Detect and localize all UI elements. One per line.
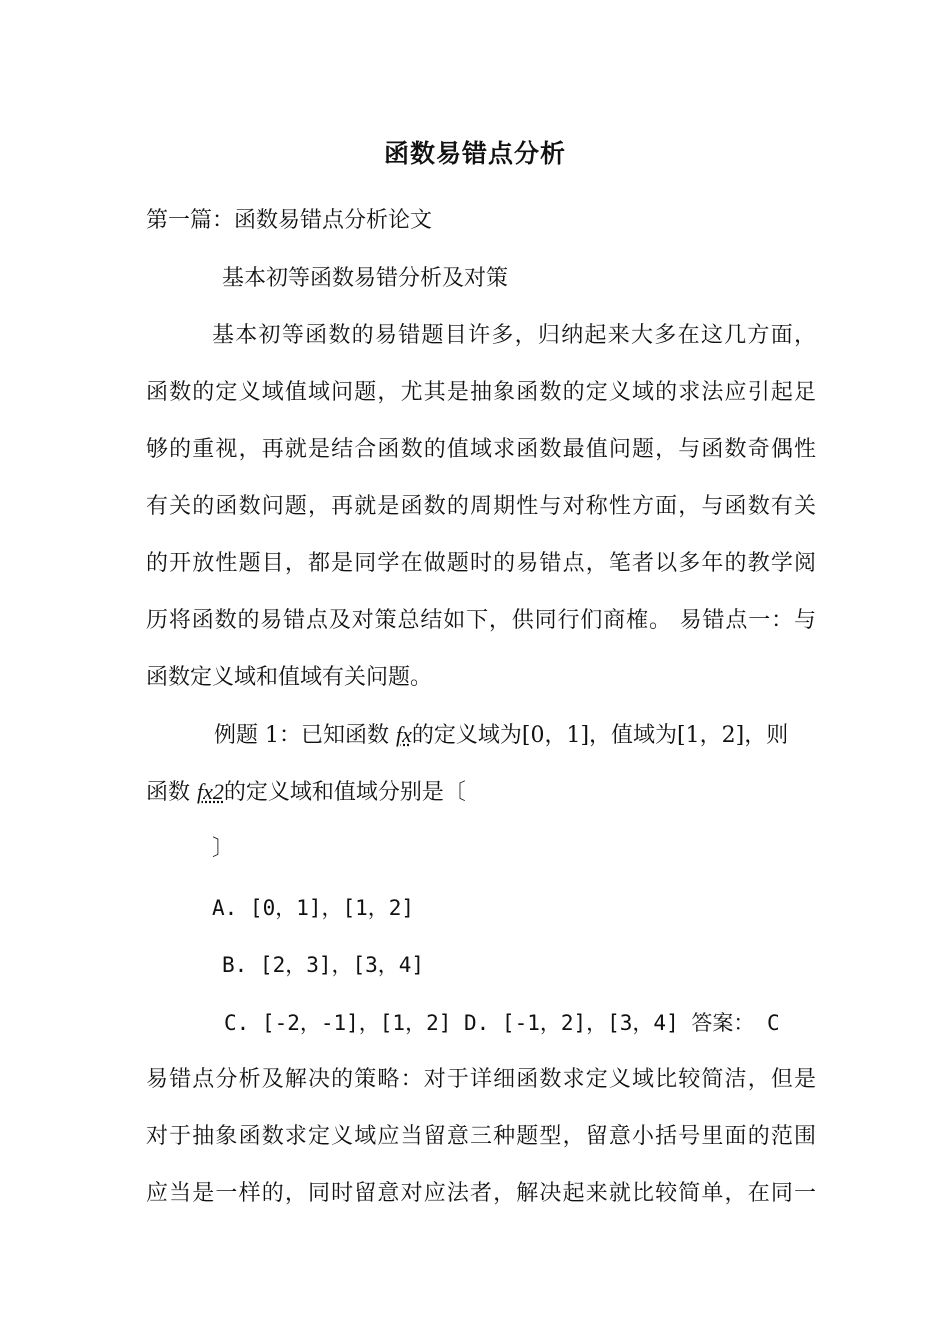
para1-line-4: 有关的函数问题，再就是函数的周期性与对称性方面，与函数有关 bbox=[146, 494, 816, 519]
example-line-1-suffix: 的定义域为[0，1]，值域为[1，2]，则 bbox=[411, 723, 789, 748]
close-bracket: 〕 bbox=[212, 836, 235, 861]
para1-line-1: 基本初等函数的易错题目许多，归纳起来大多在这几方面， bbox=[212, 323, 816, 348]
para2-line-3: 应当是一样的，同时留意对应法者，解决起来就比较简单，在同一 bbox=[146, 1181, 816, 1206]
example-line-2-suffix: 的定义域和值域分别是〔 bbox=[223, 780, 466, 805]
function-fx2: fx2 bbox=[197, 779, 224, 804]
para1-line-5: 的开放性题目，都是同学在做题时的易错点，笔者以多年的教学阅 bbox=[146, 551, 816, 576]
para1-line-6: 历将函数的易错点及对策总结如下，供同行们商榷。 易错点一：与 bbox=[146, 608, 816, 633]
document-title: 函数易错点分析 bbox=[383, 139, 566, 168]
para2-line-1: 易错点分析及解决的策略：对于详细函数求定义域比较简洁，但是 bbox=[146, 1067, 816, 1092]
option-cd-answer: C. [-2，-1]，[1，2] D. [-1，2]，[3，4] 答案： C bbox=[224, 1011, 780, 1035]
example-line-1-prefix: 例题 1：已知函数 bbox=[214, 723, 396, 748]
section-heading: 第一篇：函数易错点分析论文 bbox=[146, 208, 433, 233]
option-b: B. [2，3]，[3，4] bbox=[222, 953, 425, 977]
option-a: A. [0，1]，[1，2] bbox=[212, 896, 415, 920]
example-line-2 bbox=[146, 777, 816, 808]
function-fx: fx bbox=[395, 722, 412, 747]
para2-line-2: 对于抽象函数求定义域应当留意三种题型，留意小括号里面的范围 bbox=[146, 1124, 816, 1149]
example-line-2-prefix: 函数 bbox=[146, 780, 197, 805]
para1-line-2: 函数的定义域值域问题，尤其是抽象函数的定义域的求法应引起足 bbox=[146, 380, 816, 405]
example-line-1 bbox=[214, 720, 816, 751]
para1-line-7: 函数定义域和值域有关问题。 bbox=[146, 665, 433, 690]
article-subtitle: 基本初等函数易错分析及对策 bbox=[222, 266, 509, 291]
para1-line-3: 够的重视，再就是结合函数的值域求函数最值问题，与函数奇偶性 bbox=[146, 437, 816, 462]
